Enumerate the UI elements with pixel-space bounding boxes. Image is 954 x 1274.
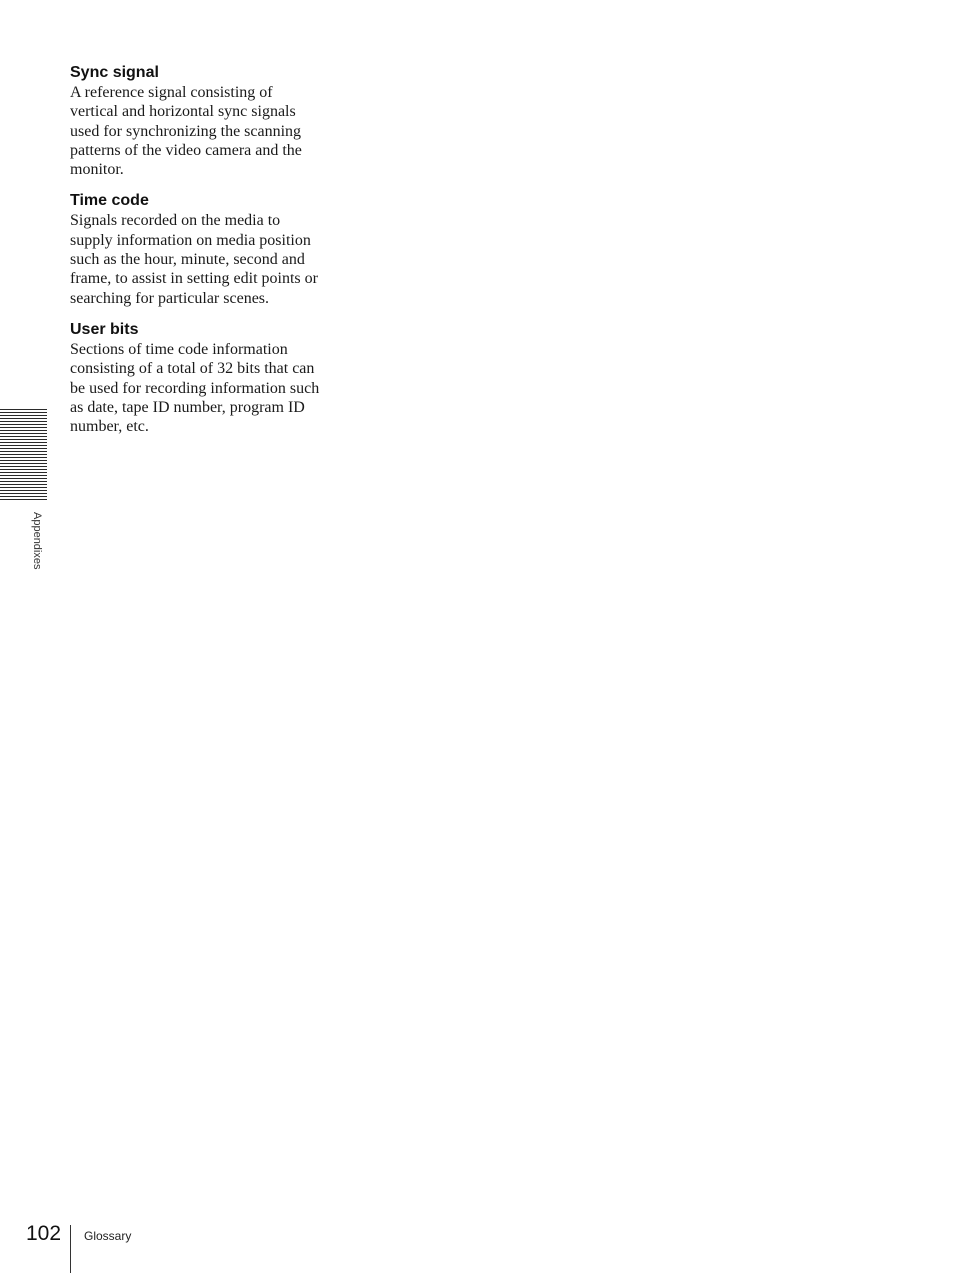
glossary-definition: Sections of time code information consisting of a total of 32 bits that can be used for recording information such as date, tape ID number, program ID number, etc. bbox=[70, 340, 320, 436]
glossary-definition: Signals recorded on the media to supply information on media position such as the hour, minute, second and frame, to assist in setting edit points or searching for particular scenes. bbox=[70, 212, 318, 307]
glossary-term: Sync signal bbox=[70, 64, 159, 81]
glossary-entry-time-code bbox=[70, 191, 322, 307]
glossary-entries bbox=[70, 63, 322, 448]
footer-section-title: Glossary bbox=[84, 1229, 132, 1243]
glossary-term: User bits bbox=[70, 320, 139, 338]
glossary-definition: A reference signal consisting of vertical and horizontal sync signals used for synchronizing the scanning patterns of the video camera and the monitor. bbox=[70, 84, 302, 179]
glossary-term: Time code bbox=[70, 192, 149, 210]
glossary-entry-sync-signal bbox=[70, 63, 322, 179]
glossary-entry-user-bits bbox=[70, 320, 322, 436]
footer-divider bbox=[70, 1225, 71, 1273]
section-tab-label: Appendixes bbox=[31, 512, 43, 570]
section-tab-marker bbox=[0, 409, 47, 501]
page-number: 102 bbox=[26, 1222, 62, 1245]
